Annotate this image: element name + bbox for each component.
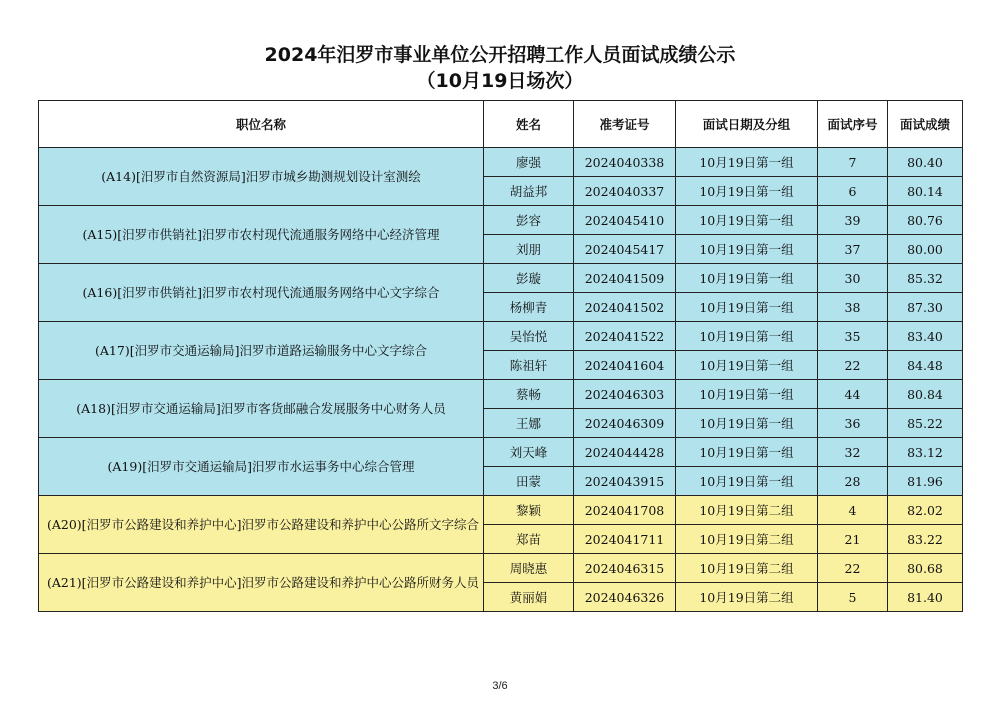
candidate-name: 刘天峰 [484,438,574,467]
exam-id: 2024041708 [574,496,676,525]
interview-score: 83.12 [888,438,963,467]
table-row [39,322,963,351]
header-date-group: 面试日期及分组 [676,101,818,148]
exam-id: 2024046303 [574,380,676,409]
date-group: 10月19日第一组 [676,177,818,206]
header-seq: 面试序号 [818,101,888,148]
interview-seq: 6 [818,177,888,206]
interview-seq: 5 [818,583,888,612]
date-group: 10月19日第一组 [676,322,818,351]
position-cell: (A14)[汨罗市自然资源局]汨罗市城乡勘测规划设计室测绘 [39,148,484,206]
interview-score: 84.48 [888,351,963,380]
date-group: 10月19日第一组 [676,293,818,322]
table-header-row [39,101,963,148]
candidate-name: 刘朋 [484,235,574,264]
position-cell: (A20)[汨罗市公路建设和养护中心]汨罗市公路建设和养护中心公路所文字综合 [39,496,484,554]
table-row [39,380,963,409]
interview-seq: 39 [818,206,888,235]
interview-seq: 22 [818,554,888,583]
page-title: 2024年汨罗市事业单位公开招聘工作人员面试成绩公示 [264,44,736,66]
candidate-name: 黄丽娟 [484,583,574,612]
date-group: 10月19日第二组 [676,496,818,525]
table-body [39,148,963,612]
interview-score: 81.96 [888,467,963,496]
interview-score: 87.30 [888,293,963,322]
candidate-name: 彭璇 [484,264,574,293]
exam-id: 2024040337 [574,177,676,206]
date-group: 10月19日第一组 [676,438,818,467]
date-group: 10月19日第一组 [676,264,818,293]
interview-seq: 7 [818,148,888,177]
date-group: 10月19日第一组 [676,467,818,496]
position-cell: (A17)[汨罗市交通运输局]汨罗市道路运输服务中心文字综合 [39,322,484,380]
exam-id: 2024043915 [574,467,676,496]
exam-id: 2024041502 [574,293,676,322]
header-position: 职位名称 [39,101,484,148]
candidate-name: 陈祖轩 [484,351,574,380]
table-row [39,438,963,467]
candidate-name: 吴怡悦 [484,322,574,351]
header-score: 面试成绩 [888,101,963,148]
table-row [39,554,963,583]
candidate-name: 黎颖 [484,496,574,525]
interview-score: 81.40 [888,583,963,612]
table-row [39,496,963,525]
date-group: 10月19日第一组 [676,351,818,380]
candidate-name: 杨柳青 [484,293,574,322]
interview-seq: 22 [818,351,888,380]
date-group: 10月19日第一组 [676,380,818,409]
exam-id: 2024041509 [574,264,676,293]
interview-seq: 38 [818,293,888,322]
position-cell: (A15)[汨罗市供销社]汨罗市农村现代流通服务网络中心经济管理 [39,206,484,264]
position-cell: (A18)[汨罗市交通运输局]汨罗市客货邮融合发展服务中心财务人员 [39,380,484,438]
exam-id: 2024045417 [574,235,676,264]
interview-score: 80.40 [888,148,963,177]
date-group: 10月19日第一组 [676,409,818,438]
candidate-name: 蔡畅 [484,380,574,409]
date-group: 10月19日第二组 [676,525,818,554]
exam-id: 2024045410 [574,206,676,235]
candidate-name: 廖强 [484,148,574,177]
exam-id: 2024041711 [574,525,676,554]
header-exam-id: 准考证号 [574,101,676,148]
table-row [39,148,963,177]
interview-seq: 28 [818,467,888,496]
date-group: 10月19日第一组 [676,235,818,264]
interview-seq: 44 [818,380,888,409]
exam-id: 2024046309 [574,409,676,438]
position-cell: (A19)[汨罗市交通运输局]汨罗市水运事务中心综合管理 [39,438,484,496]
interview-score: 80.00 [888,235,963,264]
exam-id: 2024044428 [574,438,676,467]
interview-seq: 32 [818,438,888,467]
interview-score: 82.02 [888,496,963,525]
date-group: 10月19日第一组 [676,206,818,235]
candidate-name: 彭容 [484,206,574,235]
interview-seq: 4 [818,496,888,525]
interview-score: 80.14 [888,177,963,206]
table-row [39,264,963,293]
candidate-name: 田蒙 [484,467,574,496]
date-group: 10月19日第二组 [676,583,818,612]
date-group: 10月19日第一组 [676,148,818,177]
header-name: 姓名 [484,101,574,148]
interview-score: 80.76 [888,206,963,235]
candidate-name: 胡益邦 [484,177,574,206]
exam-id: 2024041522 [574,322,676,351]
interview-score: 80.68 [888,554,963,583]
results-table [38,100,963,612]
interview-seq: 30 [818,264,888,293]
exam-id: 2024046326 [574,583,676,612]
exam-id: 2024040338 [574,148,676,177]
interview-score: 85.32 [888,264,963,293]
interview-seq: 36 [818,409,888,438]
table-row [39,206,963,235]
interview-seq: 35 [818,322,888,351]
interview-score: 83.40 [888,322,963,351]
position-cell: (A21)[汨罗市公路建设和养护中心]汨罗市公路建设和养护中心公路所财务人员 [39,554,484,612]
candidate-name: 郑苗 [484,525,574,554]
interview-score: 80.84 [888,380,963,409]
exam-id: 2024046315 [574,554,676,583]
interview-score: 83.22 [888,525,963,554]
page-number: 3/6 [492,680,508,692]
interview-score: 85.22 [888,409,963,438]
interview-seq: 37 [818,235,888,264]
page-subtitle: （10月19日场次） [416,70,584,92]
interview-seq: 21 [818,525,888,554]
date-group: 10月19日第二组 [676,554,818,583]
candidate-name: 周晓惠 [484,554,574,583]
exam-id: 2024041604 [574,351,676,380]
candidate-name: 王娜 [484,409,574,438]
position-cell: (A16)[汨罗市供销社]汨罗市农村现代流通服务网络中心文字综合 [39,264,484,322]
